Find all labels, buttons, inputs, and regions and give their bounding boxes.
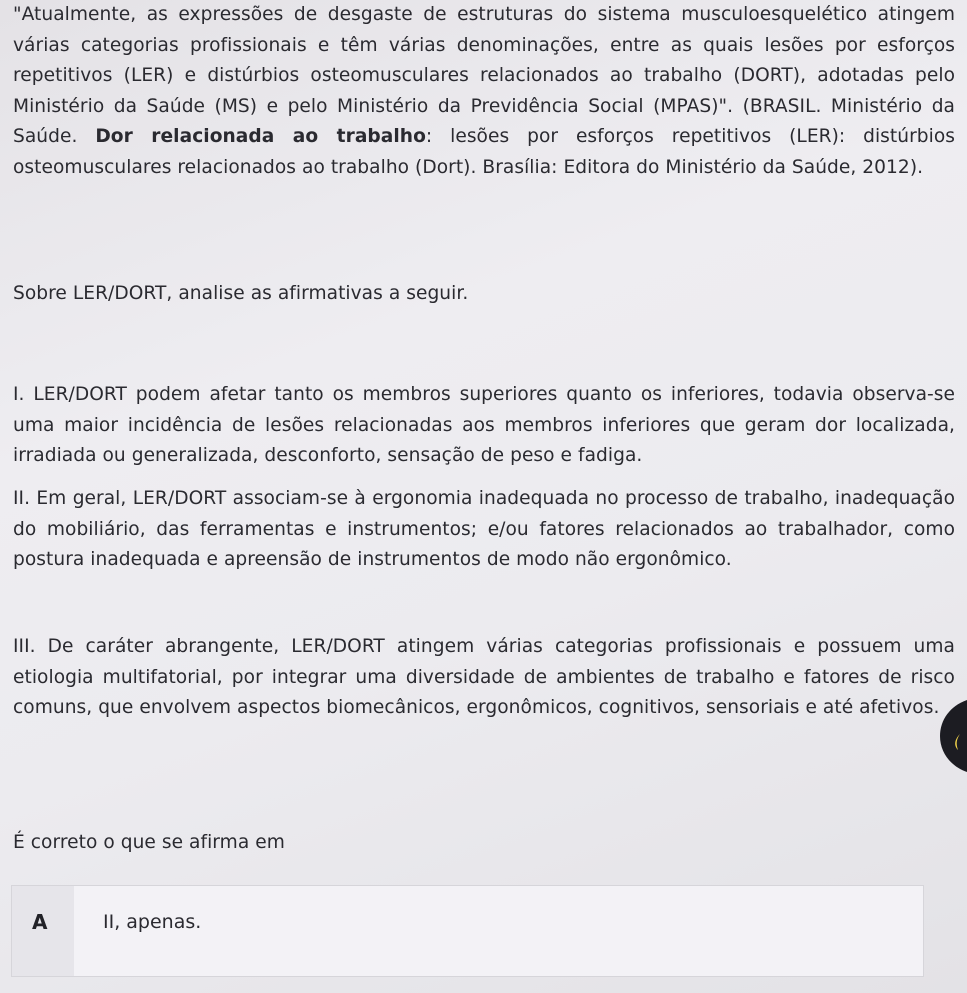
- source-quote-reference: : lesões por esforços repetitivos (LER): distúrbios osteomusculares relacionados ao trabalho (Dort). Brasília: Editora do Ministério da Saúde, 2012).: [13, 126, 956, 178]
- source-quote-text: "Atualmente, as expressões de desgaste de estruturas do sistema musculoesquelético atingem várias categorias profissionais e têm várias denominações, entre as quais lesões por esforços repetitivos (LER) e distúrbios osteomusculares relacionados ao trabalho (DORT), adotadas pelo Ministério da Saúde (MS) e pelo Ministério da Previdência Social (MPAS)". (BRASIL. Ministério da Saúde.: [13, 4, 955, 147]
- option-text: II, apenas.: [103, 911, 202, 933]
- question-stem: É correto o que se afirma em: [13, 832, 285, 853]
- option-letter-box: [12, 886, 74, 976]
- statement-iii: III. De caráter abrangente, LER/DORT atingem várias categorias profissionais e possuem uma etiologia multifatorial, por integrar uma diversidade de ambientes de trabalho e fatores de risco comuns, que envolvem aspectos biomecânicos, ergonômicos, cognitivos, sensoriais e até afetivos.: [13, 636, 955, 718]
- floating-handle-icon[interactable]: [938, 700, 967, 772]
- source-quote: [13, 0, 955, 183]
- statement-ii: II. Em geral, LER/DORT associam-se à ergonomia inadequada no processo de trabalho, inadequação do mobiliário, das ferramentas e instrumentos; e/ou fatores relacionados ao trabalhador, como postura inadequada e apreensão de instrumentos de modo não ergonômico.: [13, 488, 955, 570]
- option-letter: A: [32, 910, 48, 934]
- statement-i: I. LER/DORT podem afetar tanto os membros superiores quanto os inferiores, todavia observa-se uma maior incidência de lesões relacionadas aos membros inferiores que geram dor localizada, irradiada ou generalizada, desconforto, sensação de peso e fadiga.: [13, 384, 955, 466]
- source-quote-title: Dor relacionada ao trabalho: [95, 126, 426, 147]
- question-prompt: Sobre LER/DORT, analise as afirmativas a seguir.: [13, 283, 469, 304]
- answer-option-a[interactable]: [11, 885, 924, 977]
